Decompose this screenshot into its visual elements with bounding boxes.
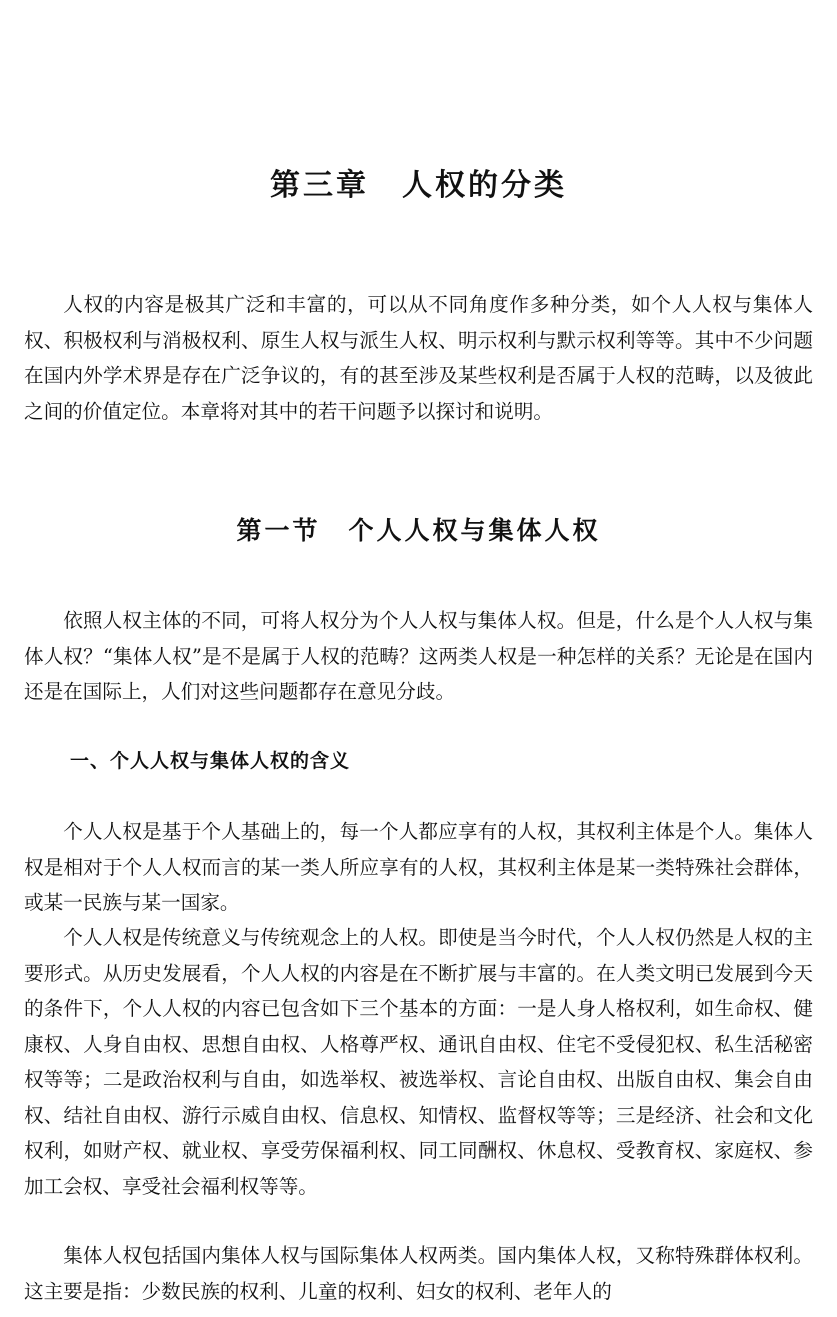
body-paragraph: 个人人权是传统意义与传统观念上的人权。即使是当今时代，个人人权仍然是人权的主要形式。从历史发展看，个人人权的内容是在不断扩展与丰富的。在人类文明已发展到今天的条件下，个人人权的内容已包含如下三个基本的方面：一是人身人格权利，如生命权、健康权、人身自由权、思想自由权、人格尊严权、通讯自由权、住宅不受侵犯权、私生活秘密权等等；二是政治权利与自由，如选举权、被选举权、言论自由权、出版自由权、集会自由权、结社自由权、游行示威自由权、信息权、知情权、监督权等等；三是经济、社会和文化权利，如财产权、就业权、享受劳保福利权、同工同酬权、休息权、受教育权、家庭权、参加工会权、享受社会福利权等等。 [24, 926, 813, 1198]
body-paragraph: 集体人权包括国内集体人权与国际集体人权两类。国内集体人权，又称特殊群体权利。这主要是指：少数民族的权利、儿童的权利、妇女的权利、老年人的 [24, 1244, 813, 1303]
body-paragraph: 个人人权是基于个人基础上的，每一个人都应享有的人权，其权利主体是个人。集体人权是相对于个人人权而言的某一类人所应享有的人权，其权利主体是某一类特殊社会群体，或某一民族与某一国家。 [24, 820, 813, 914]
section-title: 第一节 个人人权与集体人权 [236, 516, 601, 545]
subsection-title: 一、个人人权与集体人权的含义 [70, 750, 351, 772]
intro-paragraph: 人权的内容是极其广泛和丰富的，可以从不同角度作多种分类，如个人人权与集体人权、积极权利与消极权利、原生人权与派生人权、明示权利与默示权利等等。其中不少问题在国内外学术界是存在广泛争议的，有的甚至涉及某些权利是否属于人权的范畴，以及彼此之间的价值定位。本章将对其中的若干问题予以探讨和说明。 [24, 293, 813, 423]
section-intro-paragraph: 依照人权主体的不同，可将人权分为个人人权与集体人权。但是，什么是个人人权与集体人权？“集体人权”是不是属于人权的范畴？这两类人权是一种怎样的关系？无论是在国内还是在国际上，人们对这些问题都存在意见分歧。 [24, 609, 813, 703]
chapter-title: 第三章 人权的分类 [270, 168, 567, 203]
